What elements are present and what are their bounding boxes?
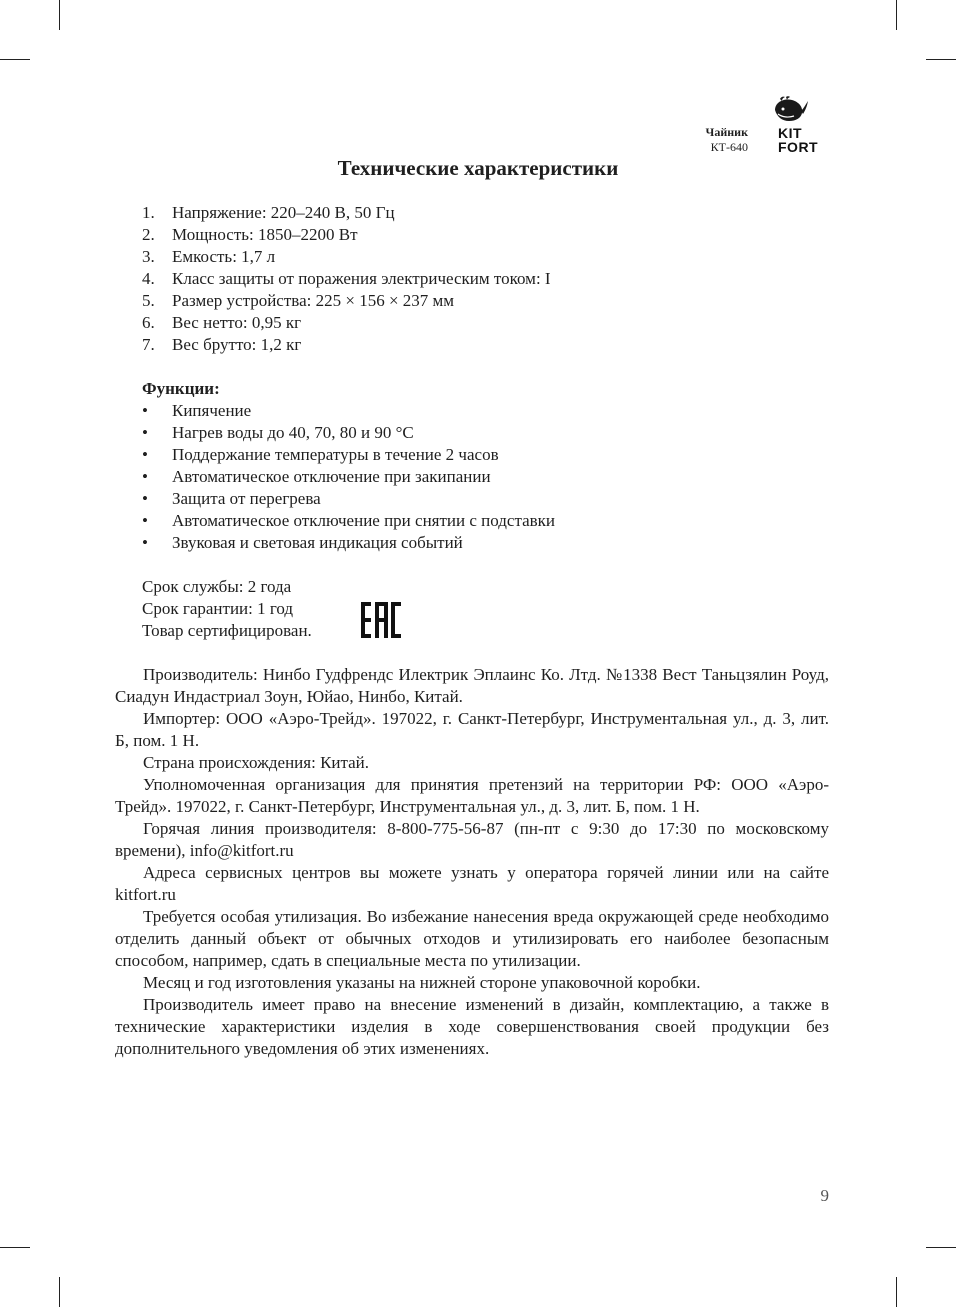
header-product — [608, 125, 748, 155]
item-text: Класс защиты от поражения электрическим током: I — [172, 269, 551, 288]
paragraph-manufacture-date: Месяц и год изготовления указаны на нижней стороне упаковочной коробки. — [143, 973, 701, 992]
list-item — [142, 466, 555, 488]
page-title: Технические характеристики — [337, 156, 619, 180]
paragraph-service-centers: Адреса сервисных центров вы можете узнать у оператора горячей линии или на сайте kitfort.ru — [115, 863, 829, 904]
list-item — [142, 202, 551, 224]
bullet: • — [142, 423, 148, 442]
item-number: 3. — [142, 247, 155, 266]
bullet: • — [142, 445, 148, 464]
item-text: Размер устройства: 225 × 156 × 237 мм — [172, 291, 455, 310]
item-text: Автоматическое отключение при снятии с подставки — [172, 511, 556, 530]
item-text: Напряжение: 220–240 В, 50 Гц — [172, 203, 395, 222]
item-text: Вес брутто: 1,2 кг — [172, 335, 302, 354]
list-item — [142, 224, 551, 246]
paragraph-disposal: Требуется особая утилизация. Во избежание нанесения вреда окружающей среде необходимо отделить данный объект от обычных отходов и утилизировать его наиболее безопасным способом, например, сдать в специальные места по утилизации. — [115, 907, 829, 970]
bullet: • — [142, 511, 148, 530]
list-item — [142, 312, 551, 334]
list-item — [142, 488, 555, 510]
warranty-period: Срок гарантии: 1 год — [142, 599, 294, 618]
kitfort-logo — [766, 96, 828, 156]
item-text: Автоматическое отключение при закипании — [172, 467, 491, 486]
functions-list — [142, 400, 555, 554]
paragraph-claims: Уполномоченная организация для принятия претензий на территории РФ: ООО «Аэро-Трейд». 197022, г. Санкт-Петербург, Инструментальная ул., д. 3, лит. Б, пом. 1 Н. — [115, 775, 829, 816]
crop-mark — [926, 59, 956, 60]
logo-text — [778, 126, 818, 154]
manufacturer-info — [115, 664, 829, 1060]
product-name: Чайник — [705, 125, 748, 139]
list-item — [142, 422, 555, 444]
item-number: 1. — [142, 203, 155, 222]
paragraph-hotline: Горячая линия производителя: 8-800-775-56-87 (пн-пт с 9:30 до 17:30 по московскому времени), info@kitfort.ru — [115, 819, 829, 860]
bullet: • — [142, 467, 148, 486]
service-life: Срок службы: 2 года — [142, 577, 292, 596]
crop-mark — [59, 0, 60, 30]
crop-mark — [0, 1247, 30, 1248]
service-info — [142, 576, 312, 642]
bullet: • — [142, 401, 148, 420]
item-number: 2. — [142, 225, 155, 244]
item-text: Мощность: 1850–2200 Вт — [172, 225, 358, 244]
logo-line-1: KIT — [778, 125, 803, 141]
item-text: Защита от перегрева — [172, 489, 321, 508]
list-item — [142, 532, 555, 554]
list-item — [142, 246, 551, 268]
certified-note: Товар сертифицирован. — [142, 621, 312, 640]
logo-line-2: FORT — [778, 139, 819, 155]
paragraph-changes: Производитель имеет право на внесение изменений в дизайн, комплектацию, а также в технические характеристики изделия в ходе совершенствования своей продукции без дополнительного уведомления об этих изменениях. — [115, 995, 829, 1058]
eac-mark-icon — [361, 602, 401, 638]
paragraph-origin: Страна происхождения: Китай. — [143, 753, 370, 772]
item-number: 4. — [142, 269, 155, 288]
bullet: • — [142, 533, 148, 552]
item-text: Кипячение — [172, 401, 252, 420]
crop-mark — [59, 1277, 60, 1307]
list-item — [142, 268, 551, 290]
list-item — [142, 334, 551, 356]
crop-mark — [0, 59, 30, 60]
item-number: 6. — [142, 313, 155, 332]
whale-icon — [772, 96, 810, 124]
list-item — [142, 510, 555, 532]
specs-list — [142, 202, 551, 356]
functions-title: Функции: — [142, 379, 220, 398]
list-item — [142, 400, 555, 422]
item-text: Емкость: 1,7 л — [172, 247, 276, 266]
crop-mark — [896, 0, 897, 30]
item-text: Вес нетто: 0,95 кг — [172, 313, 302, 332]
product-model: КТ-640 — [710, 140, 748, 154]
item-number: 7. — [142, 335, 155, 354]
list-item — [142, 444, 555, 466]
item-number: 5. — [142, 291, 155, 310]
crop-mark — [896, 1277, 897, 1307]
list-item — [142, 290, 551, 312]
paragraph-importer: Импортер: ООО «Аэро-Трейд». 197022, г. Санкт-Петербург, Инструментальная ул., д. 3, лит. Б, пом. 1 Н. — [115, 709, 829, 750]
page-number: 9 — [820, 1186, 829, 1205]
item-text: Звуковая и световая индикация событий — [172, 533, 463, 552]
item-text: Нагрев воды до 40, 70, 80 и 90 °С — [172, 423, 414, 442]
paragraph-manufacturer: Производитель: Нинбо Гудфрендс Илектрик Эплаинс Ко. Лтд. №1338 Вест Таньцзялин Роуд, Сиадун Индастриал Зоун, Юйао, Нинбо, Китай. — [115, 665, 829, 706]
bullet: • — [142, 489, 148, 508]
crop-mark — [926, 1247, 956, 1248]
item-text: Поддержание температуры в течение 2 часов — [172, 445, 499, 464]
